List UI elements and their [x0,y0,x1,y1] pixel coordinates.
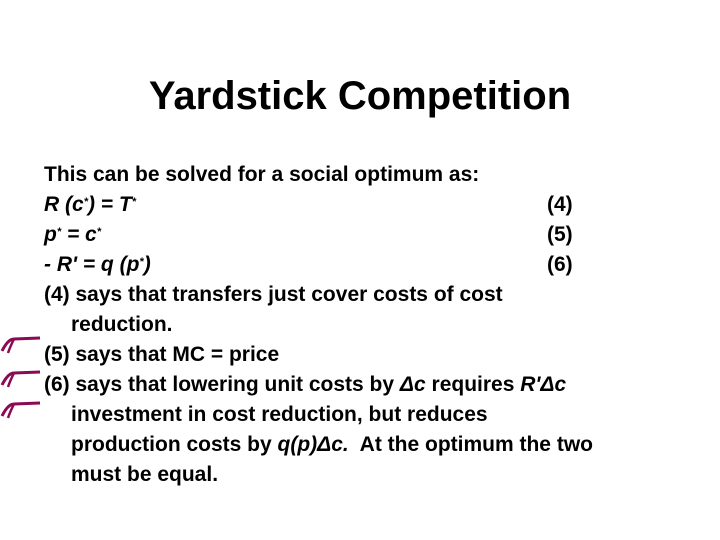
eq4-sup-1: * [83,196,88,208]
bullet-1-line-1: (4) says that transfers just cover costs of cost [44,283,503,306]
equation-5 [44,220,684,250]
equation-4 [44,190,684,220]
quill-bullet-icon [0,398,42,420]
bullet-3-text-3a: production costs by [71,433,278,456]
equation-number-5: (5) [547,223,573,246]
eq4-mid: ) = T [87,193,132,216]
bullet-3-line-3 [44,430,684,460]
equation-number-4: (4) [547,193,573,216]
slide-body [44,160,684,490]
quill-bullet-icon [0,367,42,389]
bullet-1-line-2: reduction. [71,313,173,336]
equation-6 [44,250,684,280]
delta-c-term: Δc [399,373,426,396]
r-delta-c-term: R'Δc [520,373,567,396]
slide-title: Yardstick Competition [148,74,572,118]
eq5-p: p [44,223,57,246]
eq4-sup-2: * [131,196,137,208]
eq6-pre: - R' = q (p [44,253,140,276]
intro-line: This can be solved for a social optimum as: [44,163,480,186]
equation-number-6: (6) [547,253,573,276]
quill-bullet-icon [0,333,42,355]
bullet-3-line-4: must be equal. [71,463,219,486]
bullet-3-text-3c: At the optimum the two [348,433,593,456]
eq5-mid: = c [61,223,97,246]
bullet-3-line-2: investment in cost reduction, but reduces [71,403,488,426]
bullet-3-text-a: (6) says that lowering unit costs by [44,373,400,396]
q-p-delta-c-term: q(p)Δc. [277,433,349,456]
eq4-lhs: R (c [44,193,84,216]
eq5-sup-1: * [56,226,62,238]
eq6-post: ) [143,253,151,276]
bullet-3-text-c: requires [425,373,521,396]
bullet-3-line-1 [44,370,684,400]
bullet-2-line-1: (5) says that MC = price [44,343,280,366]
eq6-sup: * [139,256,144,268]
eq5-sup-2: * [96,226,102,238]
